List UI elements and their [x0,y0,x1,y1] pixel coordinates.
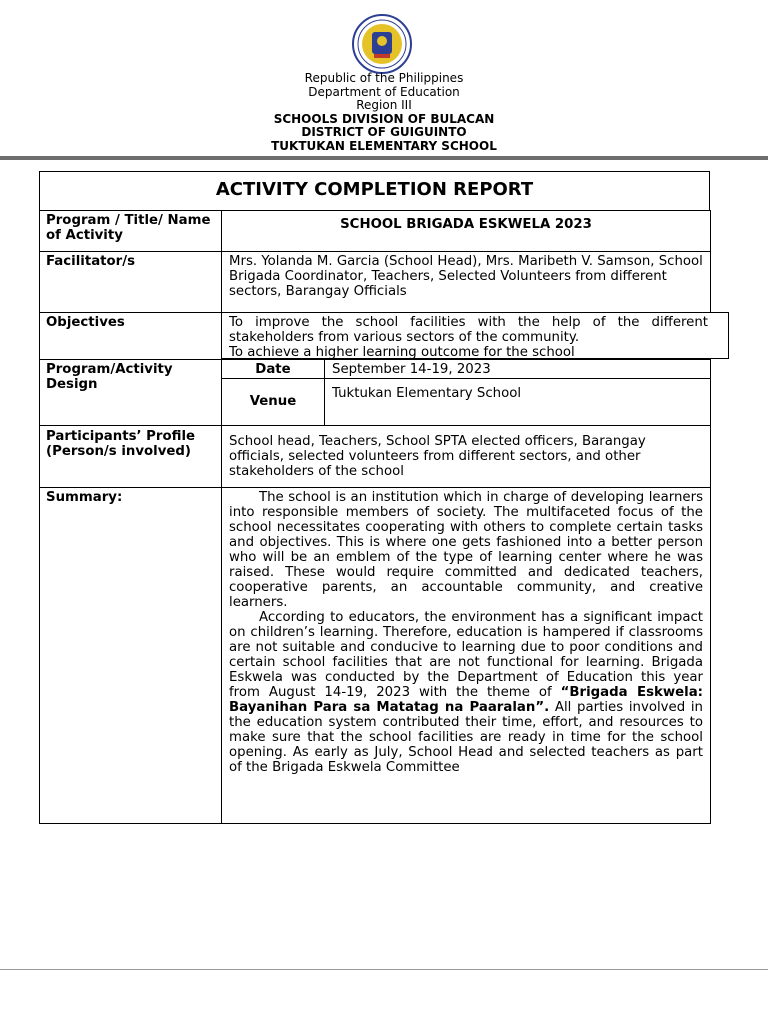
header-line-district: DISTRICT OF GUIGUINTO [301,125,467,139]
venue-label: Venue [221,378,325,426]
participants-label: Participants’ Profile (Person/s involved) [39,425,222,488]
summary-paragraph-2-start: According to educators, the environment has a significant impact on children’s learning. Therefore, education is hampered if classrooms are not suitable and conducive to learning due to poor conditions and certain school facilities that are not functional for learning. Brigada Eskwela was conducted by the Department of Education this year from August 14-19, 2023 with the theme of [229,610,703,700]
venue-value: Tuktukan Elementary School [324,378,711,426]
date-value: September 14-19, 2023 [324,359,711,379]
participants-value: School head, Teachers, School SPTA elected officers, Barangay officials, selected volunteers from different sectors, and other stakeholders of the school [221,425,711,488]
objective-1: To improve the school facilities with the help of the different stakeholders from various sectors of the community. [229,315,708,345]
report-title: ACTIVITY COMPLETION REPORT [39,171,710,211]
header-line-division: SCHOOLS DIVISION OF BULACAN [273,111,495,126]
summary-label: Summary: [39,487,222,824]
header-divider [0,156,768,160]
program-value: SCHOOL BRIGADA ESKWELA 2023 [221,210,711,252]
facilitator-label: Facilitator/s [39,251,222,313]
design-label: Program/Activity Design [39,359,222,426]
facilitator-value: Mrs. Yolanda M. Garcia (School Head), Mrs. Maribeth V. Samson, School Brigada Coordinator, Teachers, Selected Volunteers from different sectors, Barangay Officials [221,251,711,313]
deped-seal-icon [352,14,412,74]
header-line-school: TUKTUKAN ELEMENTARY SCHOOL [271,138,497,153]
brigada-theme: “Brigada Eskwela: Bayanihan Para sa Matatag na Paaralan”. [229,685,703,715]
summary-value [221,487,711,824]
date-label: Date [221,359,325,379]
objectives-value [221,312,729,359]
objective-2: To achieve a higher learning outcome for the school [229,345,575,360]
summary-paragraph-2-end: All parties involved in the education system contributed their time, effort, and resources to make sure that the school facilities are ready in time for the school opening. As early as July, School Head and selected teachers as part of the Brigada Eskwela Committee [229,700,703,775]
header-line-region: Region III [356,98,412,112]
header-line-republic: Republic of the Philippines [304,71,464,85]
summary-paragraph-1: The school is an institution which in charge of developing learners into responsible members of society. The multifaceted focus of the school necessitates cooperating with others to complete certain tasks and objectives. This is where one gets fashioned into a better person who will be an emblem of the type of learning center where he was raised. These would require committed and dedicated teachers, cooperative parents, an accountable community, and creative learners. [229,490,703,610]
footer-divider [0,969,768,970]
letterhead [0,72,768,153]
objectives-label: Objectives [39,312,222,360]
program-label: Program / Title/ Name of Activity [39,210,222,252]
header-line-department: Department of Education [308,84,460,99]
summary-paragraph-2 [229,610,703,775]
